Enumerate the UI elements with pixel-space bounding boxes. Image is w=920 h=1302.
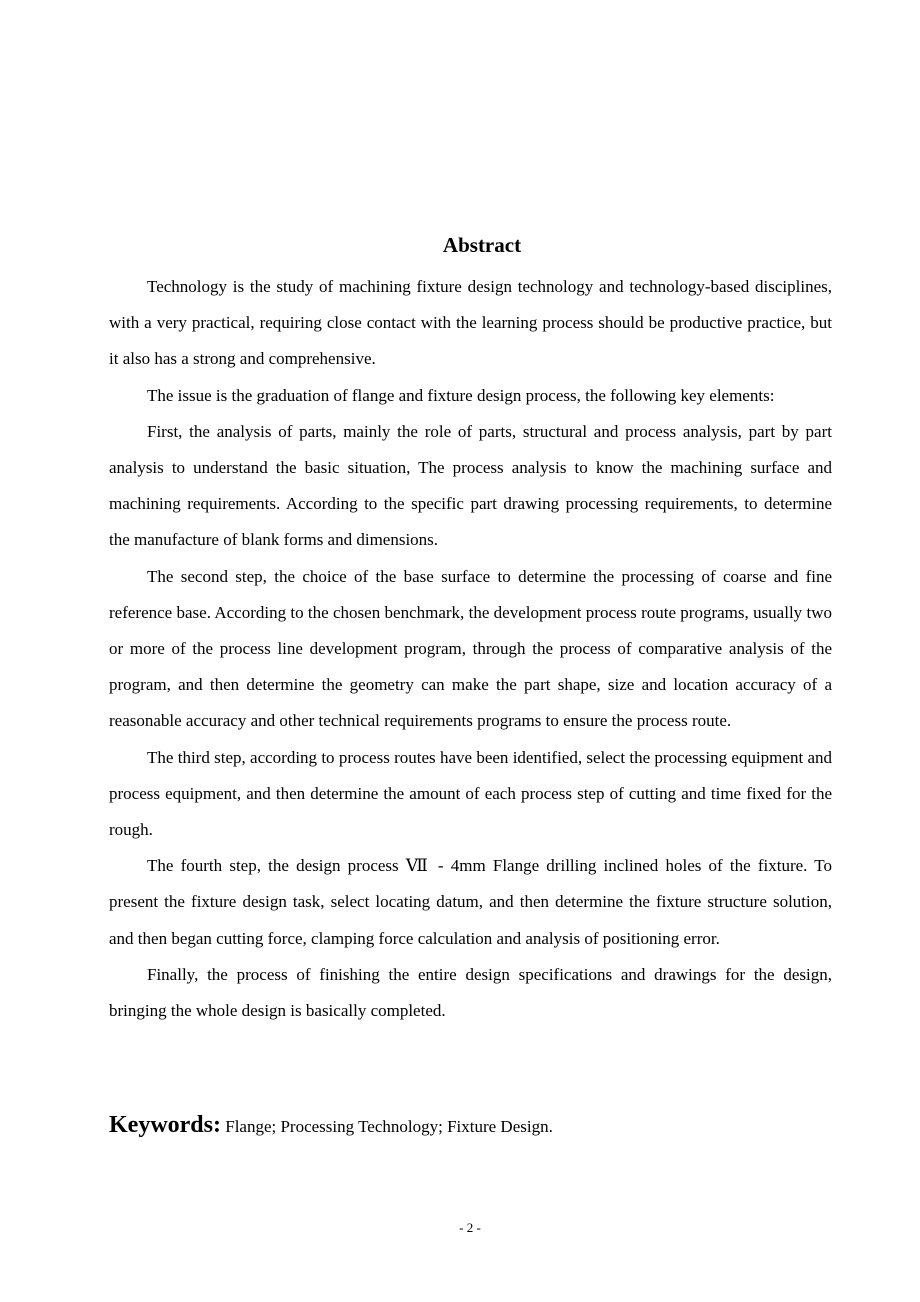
- paragraph: First, the analysis of parts, mainly the role of parts, structural and process analysis, part by part analysis to understand the basic situation, The process analysis to know the machining surface and machining requirements. According to the specific part drawing processing requirements, to determine the manufacture of blank forms and dimensions.: [109, 421, 832, 550]
- paragraph: Finally, the process of finishing the entire design specifications and drawings for the design, bringing the whole design is basically completed.: [109, 964, 832, 1021]
- keywords-line: [109, 1108, 832, 1144]
- abstract-title: Abstract: [442, 233, 522, 257]
- abstract-body: [109, 269, 832, 1029]
- keywords-label: Keywords:: [109, 1112, 221, 1138]
- paragraph: The second step, the choice of the base surface to determine the processing of coarse and fine reference base. According to the chosen benchmark, the development process route programs, usually two or more of the process line development program, through the process of comparative analysis of the program, and then determine the geometry can make the part shape, size and location accuracy of a reasonable accuracy and other technical requirements programs to ensure the process route.: [109, 566, 832, 731]
- paragraph: Technology is the study of machining fixture design technology and technology-based disciplines, with a very practical, requiring close contact with the learning process should be productive practice, but it also has a strong and comprehensive.: [109, 277, 832, 369]
- page-number: - 2 -: [459, 1220, 481, 1235]
- paragraph: The issue is the graduation of flange and fixture design process, the following key elements:: [147, 385, 775, 405]
- keywords-text: Flange; Processing Technology; Fixture Design.: [220, 1117, 553, 1136]
- paragraph: The third step, according to process routes have been identified, select the processing equipment and process equipment, and then determine the amount of each process step of cutting and time fixed for the rough.: [109, 747, 832, 840]
- paragraph: The fourth step, the design process Ⅶ - 4mm Flange drilling inclined holes of the fixture. To present the fixture design task, select locating datum, and then determine the fixture structure solution, and then began cutting force, clamping force calculation and analysis of positioning error.: [109, 856, 832, 948]
